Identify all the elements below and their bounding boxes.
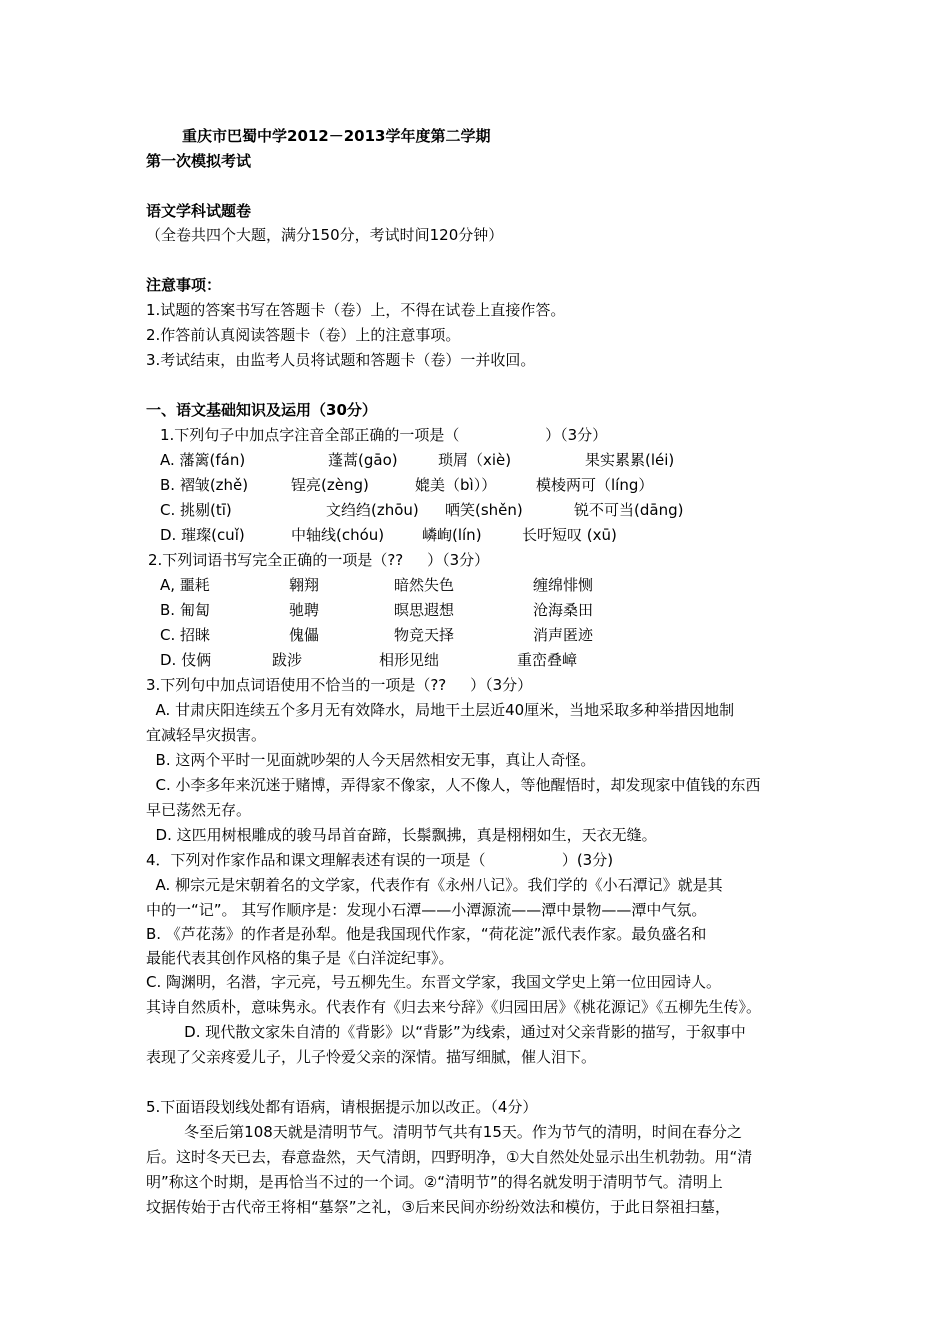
q1-option-d-word: 中轴线(chóu) (291, 526, 385, 544)
q1-option-d-word: 长吁短叹 (xū) (522, 526, 617, 544)
q5-line: 后。这时冬天已去，春意盎然，天气清朗，四野明净，①大自然处处显示出生机勃勃。用“清 (146, 1148, 753, 1166)
notice-item: 1.试题的答案书写在答题卡（卷）上，不得在试卷上直接作答。 (146, 301, 566, 319)
q4-line: C. 陶渊明，名潜，字元亮，号五柳先生。东晋文学家，我国文学史上第一位田园诗人。 (146, 973, 722, 991)
q1-option-b-word: 模棱两可（líng） (536, 476, 654, 494)
q3-line: A. 甘肃庆阳连续五个多月无有效降水，局地干土层近40厘米，当地采取多种举措因地制 (146, 701, 735, 719)
notice-item: 3.考试结束，由监考人员将试题和答题卡（卷）一并收回。 (146, 351, 536, 369)
q5-line: 坟据传始于古代帝王将相“墓祭”之礼，③后来民间亦纷纷效法和模仿，于此日祭祖扫墓， (146, 1198, 730, 1216)
question-1-stem: 1.下列句子中加点字注音全部正确的一项是（ ）（3分） (160, 426, 608, 444)
q3-line: C. 小李多年来沉迷于赌博，弄得家不像家，人不像人，等他醒悟时，却发现家中值钱的东西 (146, 776, 761, 794)
q5-line: 冬至后第108天就是清明节气。清明节气共有15天。作为节气的清明，时间在春分之 (146, 1123, 742, 1141)
question-5-stem: 5.下面语段划线处都有语病，请根据提示加以改正。（4分） (146, 1098, 538, 1116)
q1-option-b-word: 媲美（bì）） (415, 476, 497, 494)
q2-option-a-word: 缠绵悱恻 (533, 576, 594, 594)
exam-subtitle: 第一次模拟考试 (146, 152, 252, 170)
q4-line: A. 柳宗元是宋朝着名的文学家，代表作有《永州八记》。我们学的《小石潭记》就是其 (146, 876, 723, 894)
subject-title: 语文学科试题卷 (146, 202, 252, 220)
q2-option-d-word: 重峦叠嶂 (517, 651, 578, 669)
question-4-stem: 4．下列对作家作品和课文理解表述有误的一项是（ ）(3分) (146, 851, 614, 869)
q1-option-a-word: 蓬蒿(gāo) (328, 451, 398, 469)
q4-line: 中的一“记”。 其写作顺序是：发现小石潭——小潭源流——潭中景物——潭中气氛。 (146, 901, 707, 919)
q2-option-a-word: 翱翔 (289, 576, 320, 594)
q2-option-b: B. 匍匐 (160, 601, 210, 619)
q4-line: 最能代表其创作风格的集子是《白洋淀纪事》。 (146, 949, 454, 967)
q1-option-a: A. 藩篱(fán) (160, 451, 246, 469)
q4-line: 其诗自然质朴，意味隽永。代表作有《归去来兮辞》《归园田居》《桃花源记》《五柳先生传》。 (146, 998, 762, 1016)
q2-option-d-word: 跋涉 (272, 651, 303, 669)
q1-option-a-word: 果实累累(léi) (585, 451, 675, 469)
q2-option-c-word: 消声匿迹 (533, 626, 594, 644)
q1-option-d: D. 璀璨(cuǐ) (160, 526, 245, 544)
notice-item: 2.作答前认真阅读答题卡（卷）上的注意事项。 (146, 326, 461, 344)
q4-line: B. 《芦花荡》的作者是孙犁。他是我国现代作家，“荷花淀”派代表作家。最负盛名和 (146, 925, 707, 943)
q1-option-d-word: 嶙峋(lín) (422, 526, 482, 544)
q2-option-a: A, 噩耗 (160, 576, 210, 594)
q1-option-c-word: 哂笑(shěn) (445, 501, 523, 519)
q1-option-c-word: 锐不可当(dāng) (574, 501, 684, 519)
question-3-stem: 3.下列句中加点词语使用不恰当的一项是（?? ）（3分） (146, 676, 533, 694)
q2-option-d: D. 伎俩 (160, 651, 212, 669)
q2-option-a-word: 暗然失色 (394, 576, 455, 594)
notice-heading: 注意事项： (146, 276, 222, 294)
section-heading: 一、语文基础知识及运用（30分） (146, 401, 377, 419)
q3-line: 宜减轻旱灾损害。 (146, 726, 267, 744)
q3-line: D. 这匹用树根雕成的骏马昂首奋蹄，长鬃飘拂，真是栩栩如生，天衣无缝。 (146, 826, 657, 844)
q1-option-b: B. 褶皱(zhě) (160, 476, 249, 494)
q4-line: D. 现代散文家朱自清的《背影》以“背影”为线索，通过对父亲背影的描写，于叙事中 (146, 1023, 746, 1041)
q1-option-c: C. 挑剔(tī) (160, 501, 232, 519)
q5-line: 明”称这个时期，是再恰当不过的一个词。②“清明节”的得名就发明于清明节气。清明上 (146, 1173, 723, 1191)
q1-option-c-word: 文绉绉(zhōu) (326, 501, 419, 519)
q2-option-c-word: 傀儡 (289, 626, 320, 644)
q2-option-b-word: 沧海桑田 (533, 601, 594, 619)
q2-option-c-word: 物竞天择 (394, 626, 455, 644)
q2-option-c: C. 招睐 (160, 626, 211, 644)
q2-option-d-word: 相形见绌 (379, 651, 440, 669)
q4-line: 表现了父亲疼爱儿子，儿子怜爱父亲的深情。描写细腻，催人泪下。 (146, 1048, 597, 1066)
q3-line: 早已荡然无存。 (146, 801, 252, 819)
question-2-stem: 2.下列词语书写完全正确的一项是（?? ）（3分） (148, 551, 490, 569)
q1-option-b-word: 锃亮(zèng) (291, 476, 369, 494)
exam-info: （全卷共四个大题，满分150分，考试时间120分钟） (146, 226, 504, 244)
q3-line: B. 这两个平时一见面就吵架的人今天居然相安无事，真让人奇怪。 (146, 751, 596, 769)
q1-option-a-word: 琐屑（xiè) (438, 451, 512, 469)
q2-option-b-word: 暝思遐想 (394, 601, 455, 619)
exam-title: 重庆市巴蜀中学2012－2013学年度第二学期 (182, 127, 491, 145)
q2-option-b-word: 驰聘 (289, 601, 320, 619)
